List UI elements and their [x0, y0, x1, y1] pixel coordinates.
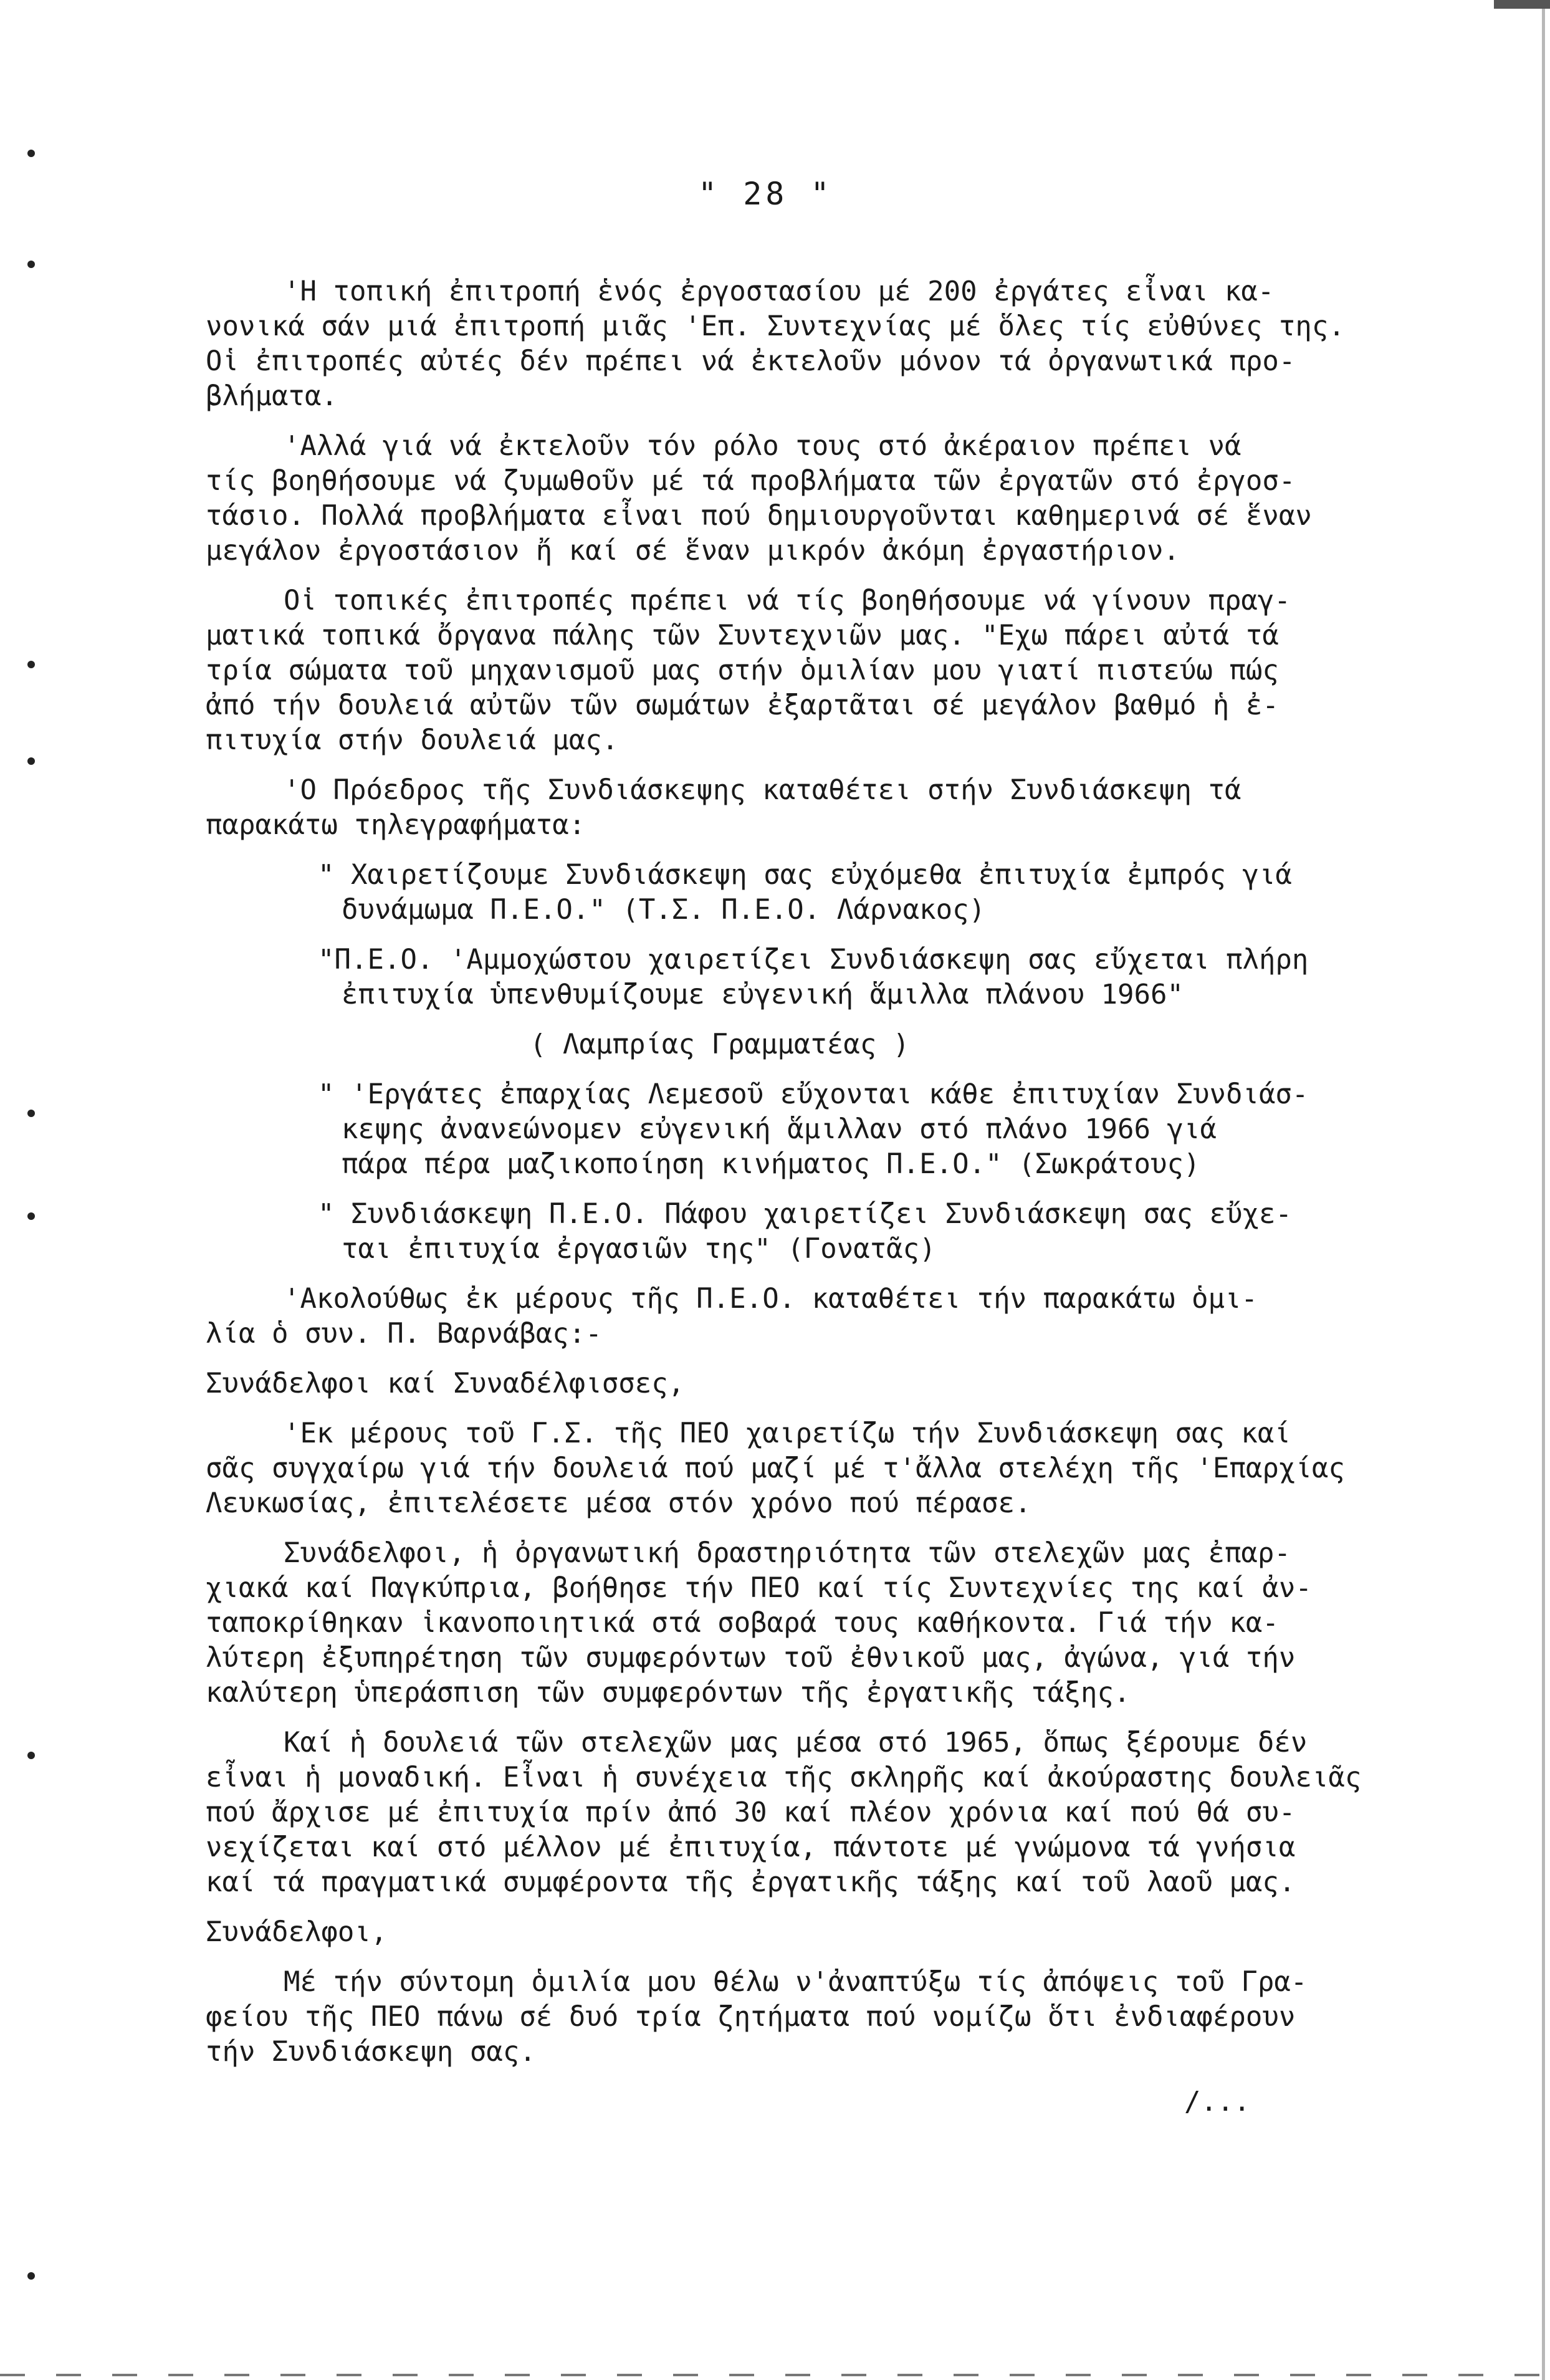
text-line: βλήματα. — [206, 380, 338, 412]
text-line: Συνάδελφοι, — [206, 1916, 388, 1948]
text-line: ταποκρίθηκαν ἱκανοποιητικά στά σοβαρά τους καθήκοντα. Γιά τήν κα- — [206, 1607, 1279, 1639]
text-line: 'Εκ μέρους τοῦ Γ.Σ. τῆς ΠΕΟ χαιρετίζω τήν Συνδιάσκεψη σας καί — [284, 1418, 1291, 1449]
text-line: πάρα πέρα μαζικοποίηση κινήματος Π.Ε.Ο." (Σωκράτους) — [342, 1148, 1200, 1180]
paragraph-gap — [206, 928, 1458, 943]
text-line: λία ὁ συν. Π. Βαρνάβας:- — [206, 1318, 602, 1350]
text-line: ται ἐπιτυχία ἐργασιῶν της" (Γονατᾶς) — [342, 1233, 936, 1265]
text-line: Οἱ τοπικές ἐπιτροπές πρέπει νά τίς βοηθήσουμε νά γίνουν πραγ- — [284, 585, 1291, 617]
text-line: νονικά σάν μιά ἐπιτροπή μιᾶς 'Επ. Συντεχνίας μέ ὅλες τίς εὐθύνες της. — [206, 310, 1345, 342]
binding-hole-mark — [27, 1752, 35, 1759]
text-line: τάσιο. Πολλά προβλήματα εἶναι πού δημιουργοῦνται καθημερινά σέ ἕναν — [206, 500, 1312, 532]
text-line: πιτυχία στήν δουλειά μας. — [206, 724, 619, 756]
paragraph-gap — [206, 1267, 1458, 1282]
paragraph-gap — [206, 843, 1458, 858]
binding-hole-mark — [27, 2272, 35, 2280]
paragraph-gap — [206, 1012, 1458, 1027]
text-line: ἀπό τήν δουλειά αὐτῶν τῶν σωμάτων ἐξαρτᾶται σέ μεγάλον βαθμό ἡ ἐ- — [206, 689, 1279, 721]
text-line: κεψης ἀνανεώνομεν εὐγενική ἅμιλλαν στό πλάνο 1966 γιά — [342, 1113, 1217, 1145]
paragraph-gap — [206, 1351, 1458, 1366]
text-line: καλύτερη ὑπεράσπιση τῶν συμφερόντων τῆς ἐργατικῆς τάξης. — [206, 1677, 1131, 1709]
text-line: φείου τῆς ΠΕΟ πάνω σέ δυό τρία ζητήματα πού νομίζω ὅτι ἐνδιαφέρουν — [206, 2001, 1296, 2033]
text-line: 'Ακολούθως ἐκ μέρους τῆς Π.Ε.Ο. καταθέτει τήν παρακάτω ὁμι- — [284, 1283, 1258, 1315]
text-line: δυνάμωμα Π.Ε.Ο." (Τ.Σ. Π.Ε.Ο. Λάρνακος) — [342, 894, 986, 926]
text-line: 'Ο Πρόεδρος τῆς Συνδιάσκεψης καταθέτει στήν Συνδιάσκεψη τά — [284, 774, 1241, 806]
binding-hole-mark — [27, 757, 35, 765]
document-body — [206, 274, 1458, 2119]
text-line: εἶναι ἡ μοναδική. Εἶναι ἡ συνέχεια τῆς σκληρῆς καί ἀκούραστης δουλειᾶς — [206, 1762, 1362, 1793]
text-line: " Χαιρετίζουμε Συνδιάσκεψη σας εὐχόμεθα ἐπιτυχία ἐμπρός γιά — [318, 859, 1292, 891]
paragraph-gap — [206, 1401, 1458, 1416]
text-line: " 'Εργάτες ἐπαρχίας Λεμεσοῦ εὔχονται κάθε ἐπιτυχίαν Συνδιάσ- — [318, 1078, 1309, 1110]
text-line: παρακάτω τηλεγραφήματα: — [206, 809, 586, 841]
bottom-rule — [0, 2374, 1550, 2376]
text-line: σᾶς συγχαίρω γιά τήν δουλειά πού μαζί μέ τ'ἄλλα στελέχη τῆς 'Επαρχίας — [206, 1452, 1345, 1484]
text-line: Λευκωσίας, ἐπιτελέσετε μέσα στόν χρόνο πού πέρασε. — [206, 1487, 1031, 1519]
text-line: λύτερη ἐξυπηρέτηση τῶν συμφερόντων τοῦ ἐθνικοῦ μας, ἀγώνα, γιά τήν — [206, 1642, 1296, 1674]
binding-hole-mark — [27, 1110, 35, 1117]
text-line: Συνάδελφοι, ἡ ὀργανωτική δραστηριότητα τῶν στελεχῶν μας ἐπαρ- — [284, 1537, 1291, 1569]
paragraph-gap — [206, 758, 1458, 773]
text-line: 'Αλλά γιά νά ἐκτελοῦν τόν ρόλο τους στό ἀκέραιον πρέπει νά — [284, 430, 1241, 462]
paragraph-gap — [206, 1182, 1458, 1197]
binding-hole-mark — [27, 661, 35, 668]
paragraph-gap — [206, 1521, 1458, 1536]
paragraph-gap — [206, 414, 1458, 429]
page-number: " 28 " — [698, 176, 833, 212]
paragraph-gap — [206, 2070, 1458, 2085]
text-line: " Συνδιάσκεψη Π.Ε.Ο. Πάφου χαιρετίζει Συνδιάσκεψη σας εὔχε- — [318, 1198, 1292, 1230]
text-line: τήν Συνδιάσκεψη σας. — [206, 2036, 536, 2068]
text-line: ( Λαμπρίας Γραμματέας ) — [530, 1029, 910, 1060]
paragraph-gap — [206, 1900, 1458, 1915]
paragraph-gap — [206, 1950, 1458, 1965]
text-line: "Π.Ε.Ο. 'Αμμοχώστου χαιρετίζει Συνδιάσκεψη σας εὔχεται πλήρη — [318, 944, 1309, 976]
text-line: Καί ἡ δουλειά τῶν στελεχῶν μας μέσα στό 1965, ὅπως ξέρουμε δέν — [284, 1727, 1308, 1759]
paragraph-gap — [206, 569, 1458, 583]
text-line: Συνάδελφοι καί Συναδέλφισσες, — [206, 1368, 685, 1399]
binding-hole-mark — [27, 261, 35, 268]
text-line: τίς βοηθήσουμε νά ζυμωθοῦν μέ τά προβλήματα τῶν ἐργατῶν στό ἐργοσ- — [206, 465, 1296, 497]
page-edge-tab — [1494, 0, 1550, 9]
text-line: μεγάλον ἐργοστάσιον ἤ καί σέ ἕναν μικρόν ἀκόμη ἐργαστήριον. — [206, 535, 1180, 567]
text-line: τρία σώματα τοῦ μηχανισμοῦ μας στήν ὁμιλίαν μου γιατί πιστεύω πώς — [206, 655, 1279, 686]
text-line: καί τά πραγματικά συμφέροντα τῆς ἐργατικῆς τάξης καί τοῦ λαοῦ μας. — [206, 1866, 1296, 1898]
text-line: ματικά τοπικά ὄργανα πάλης τῶν Συντεχνιῶν μας. "Εχω πάρει αὐτά τά — [206, 620, 1279, 651]
text-line: /... — [1184, 2086, 1250, 2118]
binding-hole-mark — [27, 1212, 35, 1220]
page-edge-line — [1542, 0, 1545, 2380]
text-line: Μέ τήν σύντομη ὁμιλία μου θέλω ν'ἀναπτύξω τίς ἀπόψεις τοῦ Γρα- — [284, 1966, 1308, 1998]
text-line: Οἱ ἐπιτροπές αὐτές δέν πρέπει νά ἐκτελοῦν μόνον τά ὀργανωτικά προ- — [206, 345, 1296, 377]
text-line: ἐπιτυχία ὑπενθυμίζουμε εὐγενική ἅμιλλα πλάνου 1966" — [342, 979, 1184, 1010]
paragraph-gap — [206, 1711, 1458, 1725]
text-line: χιακά καί Παγκύπρια, βοήθησε τήν ΠΕΟ καί τίς Συντεχνίες της καί ἀν- — [206, 1572, 1312, 1604]
text-line: πού ἄρχισε μέ ἐπιτυχία πρίν ἀπό 30 καί πλέον χρόνια καί πού θά συ- — [206, 1797, 1296, 1828]
text-line: 'Η τοπική ἐπιτροπή ἑνός ἐργοστασίου μέ 200 ἐργάτες εἶναι κα- — [284, 276, 1275, 307]
text-line: νεχίζεται καί στό μέλλον μέ ἐπιτυχία, πάντοτε μέ γνώμονα τά γνήσια — [206, 1831, 1296, 1863]
binding-hole-mark — [27, 150, 35, 157]
paragraph-gap — [206, 1062, 1458, 1077]
